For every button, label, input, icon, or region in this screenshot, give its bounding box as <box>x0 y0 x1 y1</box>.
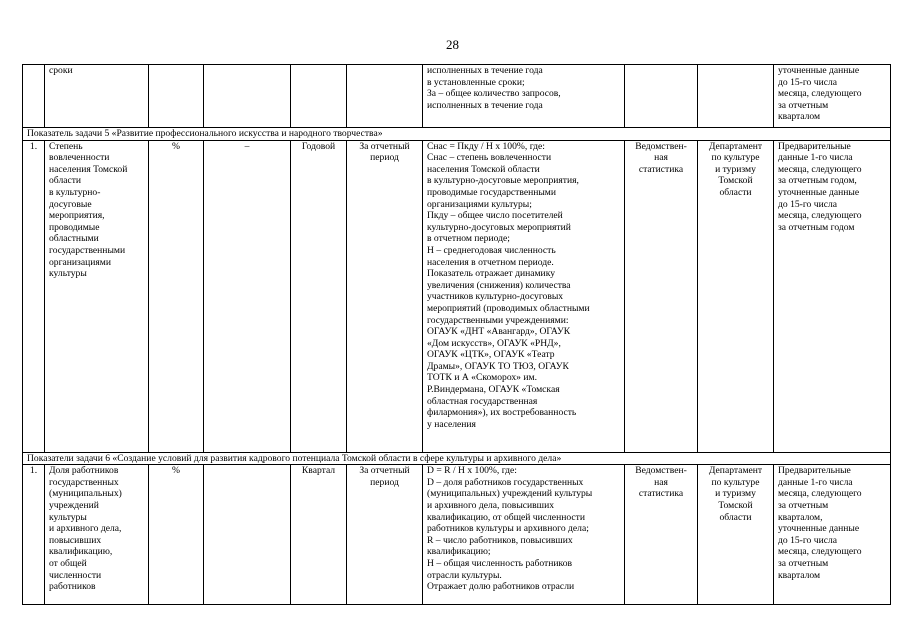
text-line: работников культуры и архивного дела; <box>427 523 589 535</box>
page-number: 28 <box>446 37 459 52</box>
text-line: населения в отчетном периоде. <box>427 256 554 268</box>
text-line: увеличения (снижения) количества <box>427 279 571 291</box>
text-line: статистика <box>638 488 684 500</box>
text-line: ная <box>654 152 668 164</box>
text-line: проводимые государственными <box>427 186 556 198</box>
cell-unit <box>149 65 204 128</box>
text-line: месяца, следующего <box>778 488 862 500</box>
text-line: до 15-го числа <box>778 76 838 88</box>
cell-period: Годовой <box>291 140 347 452</box>
text-line: месяца, следующего <box>778 163 862 175</box>
text-line: за отчетным <box>778 557 829 569</box>
text-line: Снас = Пкду / Н х 100%, где: <box>427 140 545 152</box>
cell-period: Квартал <box>291 465 347 605</box>
text-line: и архивного дела, повысивших <box>427 499 554 511</box>
text-line: государственными учреждениями: <box>427 314 569 326</box>
text-line: Н – среднегодовая численность <box>427 244 556 256</box>
text-line: квалификацию, <box>49 546 113 558</box>
text-line: кварталом <box>778 111 821 123</box>
text-line: населения Томской области <box>427 163 540 175</box>
text-line: Ведомствен- <box>635 465 687 477</box>
cell-dash <box>204 65 291 128</box>
table-row-continuation <box>23 65 891 128</box>
text-line: D – доля работников государственных <box>427 476 584 488</box>
cell-source <box>625 65 698 128</box>
text-line: период <box>370 476 399 488</box>
text-line: государственных <box>49 476 119 488</box>
text-line: участников культурно-досуговых <box>427 291 564 303</box>
text-line: области <box>719 511 752 523</box>
cell-unit: % <box>149 465 204 605</box>
text-line: Предварительные <box>778 140 851 152</box>
text-line: статистика <box>638 163 684 175</box>
text-line: по культуре <box>711 152 760 164</box>
text-line: Департамент <box>708 140 763 152</box>
text-line: государственными <box>49 244 126 256</box>
text-line: до 15-го числа <box>778 198 838 210</box>
cell-indicator-name <box>45 465 149 605</box>
cell-deadline <box>774 140 891 452</box>
text-line: квалификацию, от общей численности <box>427 511 585 523</box>
text-line: уточненные данные <box>778 523 860 535</box>
text-line: данные 1-го числа <box>778 152 853 164</box>
text-line: культурно-досуговых мероприятий <box>427 221 571 233</box>
text-line: D = R / Н х 100%, где: <box>427 465 517 477</box>
text-line: исполненных в течение года <box>427 65 543 76</box>
text-line: от общей <box>49 557 87 569</box>
cell-num: 1. <box>23 140 45 452</box>
text-line: кварталом, <box>778 511 823 523</box>
text-line: период <box>370 152 399 164</box>
text-line: учреждений <box>49 499 99 511</box>
text-line: у населения <box>427 418 476 430</box>
text-line: вовлеченности <box>49 152 110 164</box>
text-line: (муниципальных) учреждений культуры <box>427 488 593 500</box>
cell-method <box>423 140 625 452</box>
text-line: за отчетным годом, <box>778 175 857 187</box>
text-line: мероприятий (проводимых областными <box>427 302 590 314</box>
text-line: исполненных в течение года <box>427 99 543 111</box>
cell-deadline <box>774 465 891 605</box>
text-line: организациями <box>49 256 111 268</box>
text-line: повысивших <box>49 534 102 546</box>
cell-unit: % <box>149 140 204 452</box>
cell-indicator-name <box>45 140 149 452</box>
text-line: за отчетным <box>778 499 829 511</box>
text-line: кварталом <box>778 569 821 581</box>
text-line: культуры <box>49 268 87 280</box>
text-line: областная государственная <box>427 395 538 407</box>
text-line: отрасли культуры. <box>427 569 502 581</box>
text-line: работников <box>49 581 96 593</box>
cell-report-period <box>347 465 423 605</box>
section-6-title: Показатели задачи 6 «Создание условий для развития кадрового потенциала Томской области в сфере культуры и архивного дела» <box>23 452 891 465</box>
cell-period <box>291 65 347 128</box>
text-line: в установленные сроки; <box>427 76 525 88</box>
text-line: ТОТК и А «Скоморох» им. <box>427 372 537 384</box>
text-line: квалификацию; <box>427 546 491 558</box>
text-line: R – число работников, повысивших <box>427 534 573 546</box>
table-row <box>23 465 891 605</box>
cell-responsible <box>698 65 774 128</box>
text-line: За – общее количество запросов, <box>427 88 561 100</box>
cell-source <box>625 140 698 452</box>
text-line: культуры <box>49 511 87 523</box>
text-line: Томской <box>718 175 753 187</box>
text-line: численности <box>49 569 102 581</box>
text-line: За отчетный <box>359 465 410 477</box>
text-line: областными <box>49 233 99 245</box>
text-line: до 15-го числа <box>778 534 838 546</box>
cell-source <box>625 465 698 605</box>
text-line: месяца, следующего <box>778 210 862 222</box>
text-line: Отражает долю работников отрасли <box>427 581 575 593</box>
text-line: уточненные данные <box>778 186 860 198</box>
cell-report-period <box>347 65 423 128</box>
cell-responsible <box>698 140 774 452</box>
text-line: по культуре <box>711 476 760 488</box>
text-line: Пкду – общее число посетителей <box>427 210 563 222</box>
text-line: Доля работников <box>49 465 119 477</box>
section-5-title: Показатель задачи 5 «Развитие профессионального искусства и народного творчества» <box>23 128 891 141</box>
text-line: организациями культуры; <box>427 198 532 210</box>
text-line: Показатель отражает динамику <box>427 268 556 280</box>
cell-method <box>423 65 625 128</box>
text-line: Департамент <box>708 465 763 477</box>
text-line: проводимые <box>49 221 100 233</box>
section-header-row <box>23 128 891 141</box>
text-line: ОГАУК «ЦТК», ОГАУК «Театр <box>427 349 555 361</box>
text-line: в отчетном периоде; <box>427 233 510 245</box>
cell-num <box>23 65 45 128</box>
text-line: сроки <box>49 65 73 76</box>
text-line: населения Томской <box>49 163 128 175</box>
text-line: Н – общая численность работников <box>427 557 573 569</box>
text-line: уточненные данные <box>778 65 860 76</box>
text-line: Предварительные <box>778 465 851 477</box>
text-line: Р.Виндермана, ОГАУК «Томская <box>427 384 560 396</box>
text-line: и архивного дела, <box>49 523 122 535</box>
cell-dash <box>204 465 291 605</box>
text-line: Снас – степень вовлеченности <box>427 152 552 164</box>
text-line: области <box>719 186 752 198</box>
text-line: данные 1-го числа <box>778 476 853 488</box>
text-line: досуговые <box>49 198 92 210</box>
text-line: в культурно- <box>49 186 101 198</box>
text-line: мероприятия, <box>49 210 105 222</box>
cell-indicator-name <box>45 65 149 128</box>
text-line: «Дом искусств», ОГАУК «РНД», <box>427 337 561 349</box>
text-line: Ведомствен- <box>635 140 687 152</box>
text-line: месяца, следующего <box>778 88 862 100</box>
text-line: в культурно-досуговые мероприятия, <box>427 175 579 187</box>
cell-deadline <box>774 65 891 128</box>
text-line: и туризму <box>715 488 756 500</box>
text-line: ная <box>654 476 668 488</box>
text-line: (муниципальных) <box>49 488 122 500</box>
cell-num: 1. <box>23 465 45 605</box>
cell-method <box>423 465 625 605</box>
text-line: филармония»), их востребованность <box>427 407 577 419</box>
text-line: и туризму <box>715 163 756 175</box>
text-line: Степень <box>49 140 83 152</box>
text-line: ОГАУК «ДНТ «Авангард», ОГАУК <box>427 326 571 338</box>
text-line: За отчетный <box>359 140 410 152</box>
cell-report-period <box>347 140 423 452</box>
cell-dash: – <box>204 140 291 452</box>
section-header-row <box>23 452 891 465</box>
text-line: за отчетным годом <box>778 221 855 233</box>
text-line: области <box>49 175 82 187</box>
cell-responsible <box>698 465 774 605</box>
text-line: месяца, следующего <box>778 546 862 558</box>
text-line: Драмы», ОГАУК ТО ТЮЗ, ОГАУК <box>427 360 569 372</box>
indicators-table <box>22 64 891 605</box>
text-line: Томской <box>718 499 753 511</box>
table-row <box>23 140 891 452</box>
text-line: за отчетным <box>778 99 829 111</box>
